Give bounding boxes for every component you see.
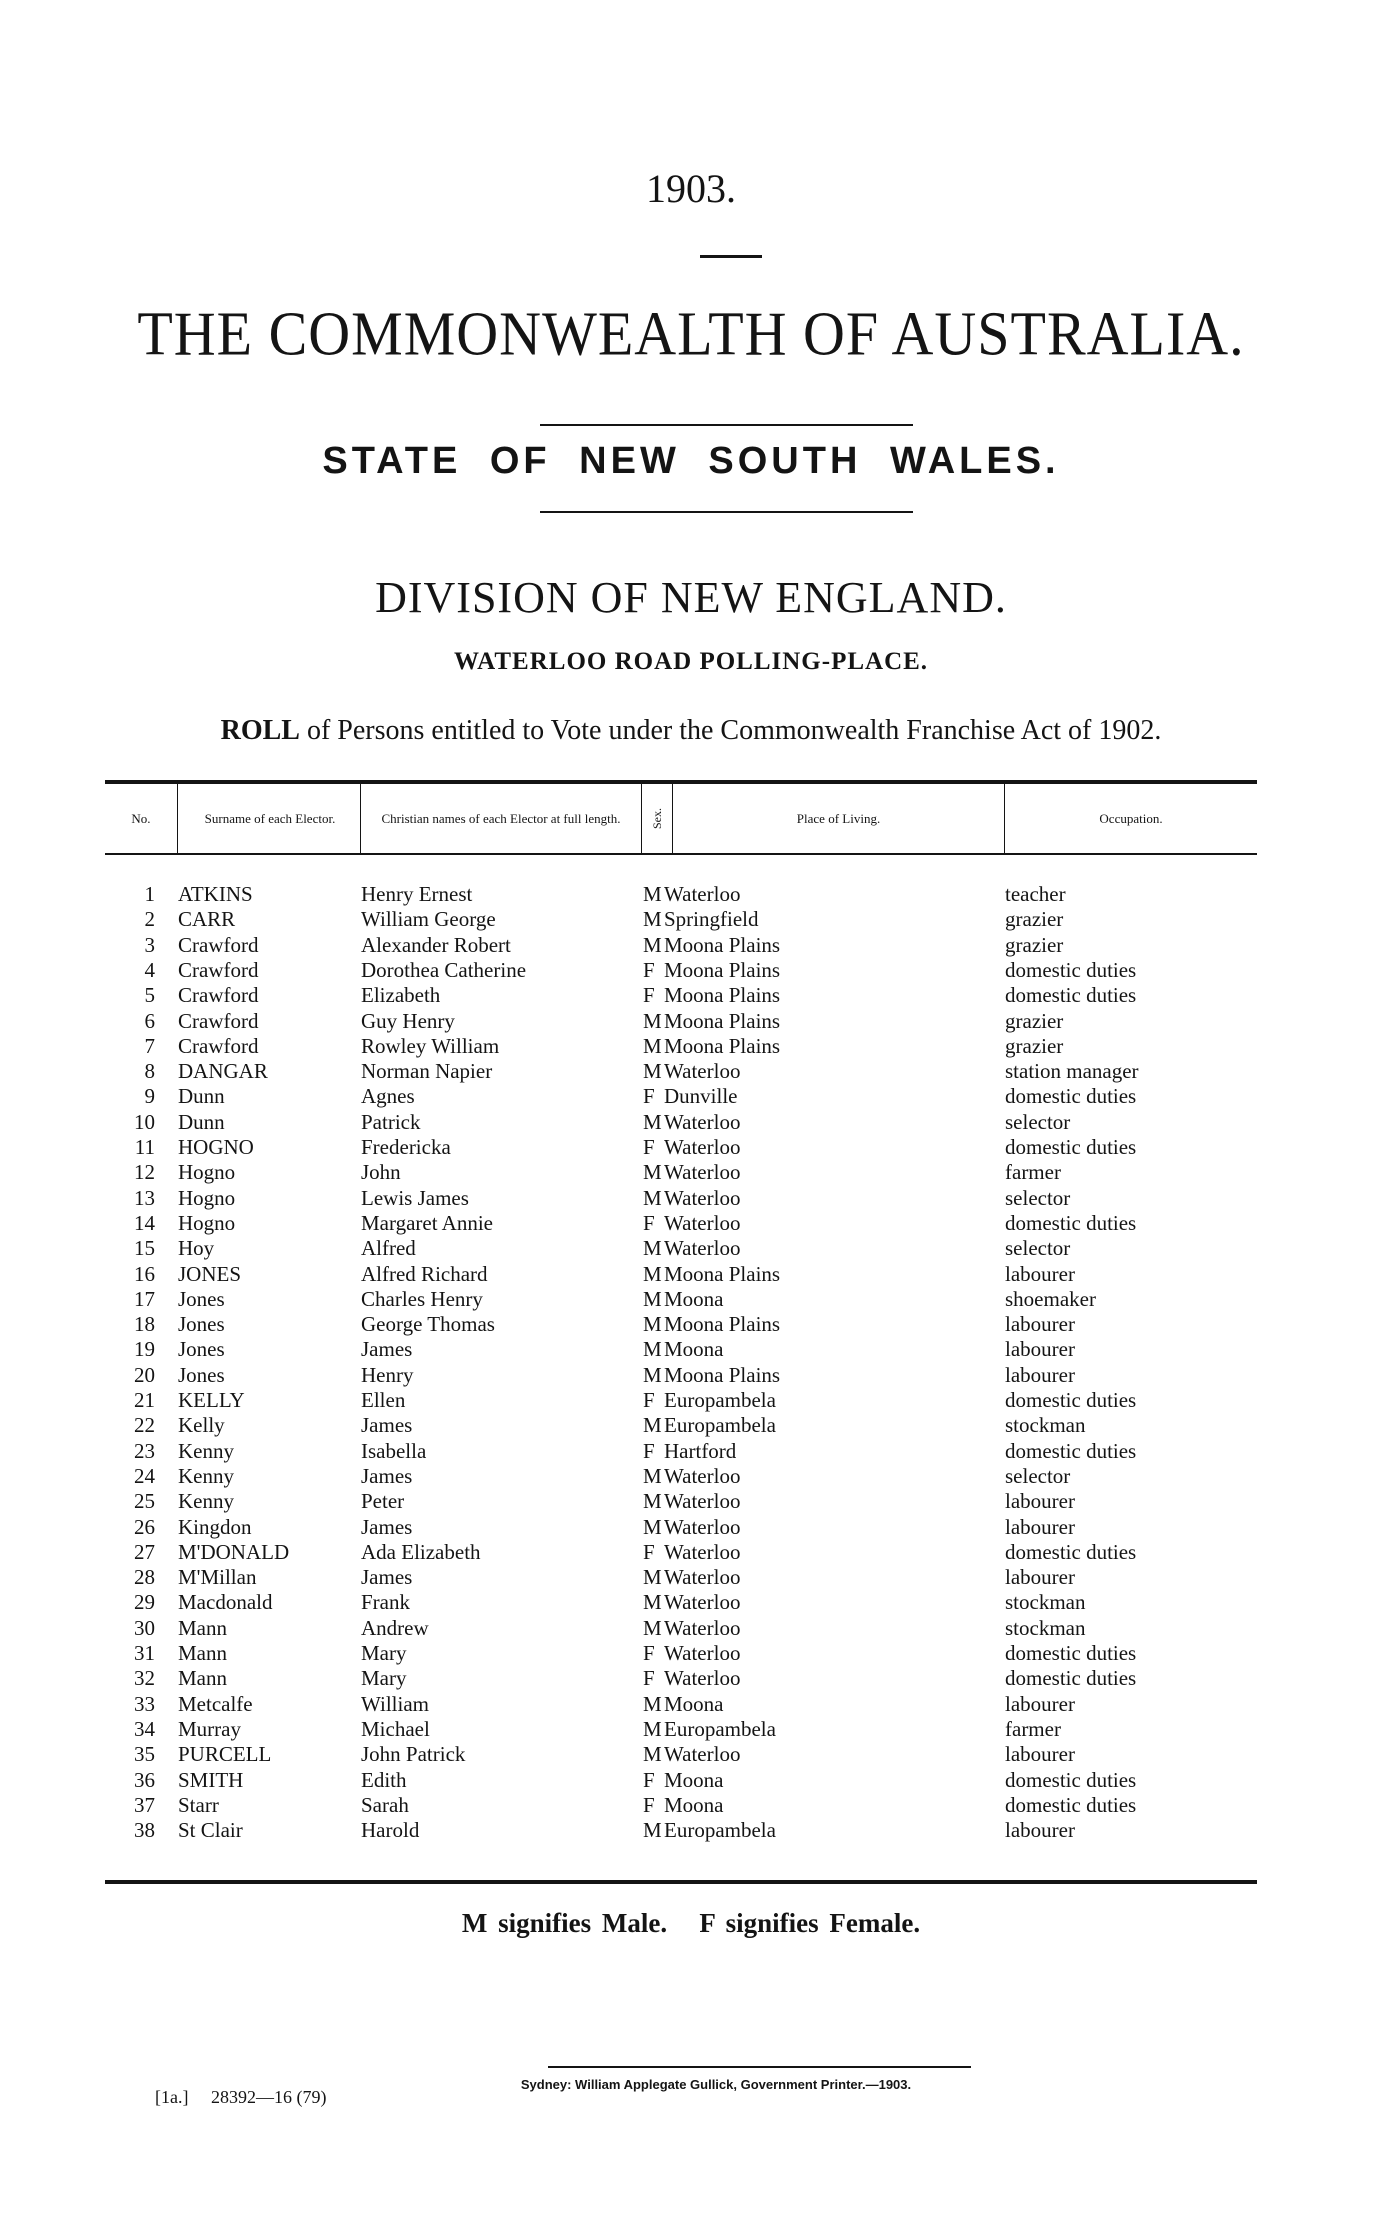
row-surname: Jones	[178, 1286, 225, 1311]
row-sex: M	[643, 1463, 662, 1488]
row-sex: F	[643, 1666, 655, 1691]
row-occupation: labourer	[1005, 1691, 1075, 1716]
table-row	[0, 1616, 1382, 1641]
row-occupation: labourer	[1005, 1261, 1075, 1286]
row-number: 31	[134, 1641, 155, 1665]
row-place: Moona Plains	[664, 932, 781, 957]
row-place: Waterloo	[664, 1539, 741, 1564]
column-divider	[177, 783, 178, 853]
row-surname: Jones	[178, 1337, 225, 1362]
row-sex: M	[643, 1362, 662, 1387]
row-number: 20	[134, 1362, 155, 1387]
row-place: Waterloo	[664, 1059, 741, 1084]
header-christian-names: Christian names of each Elector at full length.	[381, 810, 621, 826]
row-place: Waterloo	[664, 1135, 741, 1159]
row-sex: M	[643, 1716, 662, 1741]
row-number: 23	[134, 1438, 155, 1463]
row-number: 28	[134, 1565, 155, 1590]
row-sex: F	[643, 983, 655, 1008]
row-number: 29	[134, 1590, 155, 1615]
table-row	[0, 1540, 1382, 1565]
row-sex: F	[643, 1388, 655, 1412]
row-place: Moona Plains	[664, 1033, 781, 1058]
table-row	[0, 958, 1382, 983]
row-christian-names: Henry	[361, 1362, 414, 1387]
row-number: 16	[134, 1261, 155, 1286]
row-number: 18	[134, 1312, 155, 1337]
row-surname: Mann	[178, 1666, 227, 1691]
row-number: 22	[134, 1413, 155, 1438]
table-row	[0, 1768, 1382, 1793]
row-christian-names: Patrick	[361, 1109, 421, 1134]
row-surname: Mann	[178, 1641, 227, 1665]
row-christian-names: Alfred Richard	[361, 1261, 488, 1286]
row-number: 32	[134, 1666, 155, 1691]
row-sex: F	[643, 1767, 655, 1792]
row-place: Waterloo	[664, 1666, 741, 1691]
row-sex: M	[643, 1514, 662, 1539]
row-christian-names: Elizabeth	[361, 983, 441, 1008]
row-sex: M	[643, 1413, 662, 1438]
row-sex: F	[643, 1084, 655, 1109]
row-christian-names: John Patrick	[361, 1742, 466, 1767]
table-row	[0, 1818, 1382, 1843]
row-sex: M	[643, 932, 662, 957]
row-sex: M	[643, 1337, 662, 1362]
division-heading: DIVISION OF NEW ENGLAND.	[375, 573, 1007, 622]
row-surname: DANGAR	[178, 1059, 268, 1084]
table-row	[0, 1312, 1382, 1337]
row-surname: ATKINS	[178, 882, 253, 906]
header-sex	[642, 783, 672, 853]
row-christian-names: Charles Henry	[361, 1286, 483, 1311]
column-divider	[360, 783, 361, 853]
row-surname: M'DONALD	[178, 1539, 290, 1564]
row-occupation: domestic duties	[1005, 1135, 1137, 1159]
table-row	[0, 1034, 1382, 1059]
row-surname: Crawford	[178, 983, 259, 1008]
row-christian-names: Ellen	[361, 1388, 406, 1412]
table-row	[0, 1009, 1382, 1034]
header-place: Place of Living.	[796, 810, 881, 826]
row-occupation: domestic duties	[1005, 1388, 1137, 1412]
row-place: Europambela	[664, 1413, 776, 1438]
table-row	[0, 1413, 1382, 1438]
row-sex: M	[643, 1185, 662, 1210]
row-number: 11	[134, 1135, 155, 1159]
row-number: 36	[134, 1767, 155, 1792]
row-occupation: domestic duties	[1005, 1666, 1137, 1691]
header-no: No.	[131, 810, 151, 826]
row-place: Moona Plains	[664, 1261, 781, 1286]
row-number: 5	[144, 983, 155, 1008]
row-number: 1	[144, 882, 155, 906]
row-sex: M	[643, 1691, 662, 1716]
row-sex: M	[643, 1489, 662, 1514]
row-number: 26	[134, 1514, 155, 1539]
row-occupation: grazier	[1005, 1008, 1064, 1033]
row-surname: JONES	[178, 1261, 242, 1286]
table-row	[0, 983, 1382, 1008]
row-surname: Jones	[178, 1362, 225, 1387]
row-place: Moona	[664, 1337, 724, 1362]
row-surname: Crawford	[178, 1008, 259, 1033]
row-place: Waterloo	[664, 1742, 741, 1767]
row-place: Moona Plains	[664, 983, 781, 1008]
table-row	[0, 1084, 1382, 1109]
row-place: Waterloo	[664, 1210, 741, 1235]
table-row	[0, 1439, 1382, 1464]
row-surname: Kelly	[178, 1413, 225, 1438]
row-christian-names: Rowley William	[361, 1033, 500, 1058]
row-number: 12	[134, 1160, 155, 1185]
row-christian-names: Henry Ernest	[361, 882, 473, 906]
row-occupation: labourer	[1005, 1514, 1075, 1539]
row-surname: Crawford	[178, 932, 259, 957]
table-row	[0, 1590, 1382, 1615]
row-surname: Hogno	[178, 1160, 236, 1185]
row-sex: M	[643, 1059, 662, 1084]
row-number: 19	[134, 1337, 155, 1362]
row-place: Moona Plains	[664, 957, 781, 982]
row-sex: M	[643, 1286, 662, 1311]
row-occupation: farmer	[1005, 1716, 1061, 1741]
row-occupation: labourer	[1005, 1818, 1075, 1843]
row-surname: Kenny	[178, 1438, 234, 1463]
row-sex: M	[643, 1590, 662, 1615]
printer-rule	[548, 2066, 971, 2068]
row-place: Springfield	[664, 907, 759, 932]
row-sex: F	[643, 1792, 655, 1817]
row-christian-names: James	[361, 1413, 413, 1438]
row-sex: F	[643, 1210, 655, 1235]
row-christian-names: Michael	[361, 1716, 430, 1741]
row-christian-names: William	[361, 1691, 429, 1716]
row-number: 9	[144, 1084, 155, 1109]
row-sex: M	[643, 1818, 662, 1843]
table-row	[0, 1262, 1382, 1287]
row-occupation: teacher	[1005, 882, 1066, 906]
row-surname: Mann	[178, 1615, 227, 1640]
table-row	[0, 1211, 1382, 1236]
row-surname: M'Millan	[178, 1565, 257, 1590]
row-occupation: grazier	[1005, 1033, 1064, 1058]
row-christian-names: Guy Henry	[361, 1008, 455, 1033]
row-occupation: domestic duties	[1005, 1438, 1137, 1463]
row-number: 15	[134, 1236, 155, 1261]
row-surname: HOGNO	[178, 1135, 254, 1159]
row-place: Dunville	[664, 1084, 738, 1109]
row-occupation: selector	[1005, 1463, 1071, 1488]
table-row	[0, 1666, 1382, 1691]
row-surname: Crawford	[178, 1033, 259, 1058]
row-surname: SMITH	[178, 1767, 244, 1792]
row-occupation: labourer	[1005, 1337, 1075, 1362]
row-surname: Dunn	[178, 1084, 225, 1109]
table-row	[0, 1464, 1382, 1489]
divider-state-top	[540, 424, 913, 426]
row-place: Waterloo	[664, 1565, 741, 1590]
row-christian-names: James	[361, 1463, 413, 1488]
header-occupation: Occupation.	[1099, 810, 1163, 826]
row-sex: M	[643, 882, 662, 906]
row-place: Waterloo	[664, 1641, 741, 1665]
row-occupation: labourer	[1005, 1565, 1075, 1590]
row-place: Moona Plains	[664, 1362, 781, 1387]
row-number: 3	[144, 932, 155, 957]
row-surname: KELLY	[178, 1388, 245, 1412]
row-number: 34	[134, 1716, 155, 1741]
row-place: Waterloo	[664, 1615, 741, 1640]
print-reference: [1a.] 28392—16 (79)	[155, 2087, 327, 2107]
row-surname: Murray	[178, 1716, 241, 1741]
table-row	[0, 1793, 1382, 1818]
table-row	[0, 1565, 1382, 1590]
row-christian-names: James	[361, 1514, 413, 1539]
table-row	[0, 1641, 1382, 1666]
row-number: 37	[134, 1792, 155, 1817]
row-number: 21	[134, 1388, 155, 1412]
row-occupation: labourer	[1005, 1742, 1075, 1767]
row-sex: M	[643, 1109, 662, 1134]
table-row	[0, 1717, 1382, 1742]
row-number: 25	[134, 1489, 155, 1514]
row-place: Europambela	[664, 1388, 776, 1412]
row-occupation: stockman	[1005, 1590, 1086, 1615]
row-place: Europambela	[664, 1716, 776, 1741]
row-christian-names: Isabella	[361, 1438, 427, 1463]
row-sex: M	[643, 1033, 662, 1058]
row-surname: CARR	[178, 907, 236, 932]
row-christian-names: Edith	[361, 1767, 407, 1792]
row-surname: Hogno	[178, 1185, 236, 1210]
row-occupation: domestic duties	[1005, 1792, 1137, 1817]
document-title: THE COMMONWEALTH OF AUSTRALIA.	[137, 298, 1245, 369]
row-surname: Kenny	[178, 1489, 234, 1514]
row-surname: Hogno	[178, 1210, 236, 1235]
polling-place: WATERLOO ROAD POLLING-PLACE.	[453, 648, 929, 675]
row-number: 6	[144, 1008, 155, 1033]
table-row	[0, 1363, 1382, 1388]
table-row	[0, 1186, 1382, 1211]
table-row	[0, 1135, 1382, 1160]
row-number: 27	[134, 1539, 155, 1564]
row-sex: M	[643, 1261, 662, 1286]
row-number: 38	[134, 1818, 155, 1843]
row-christian-names: Fredericka	[361, 1135, 451, 1159]
table-row	[0, 1236, 1382, 1261]
row-christian-names: Ada Elizabeth	[361, 1539, 481, 1564]
row-christian-names: Alexander Robert	[361, 932, 511, 957]
row-number: 35	[134, 1742, 155, 1767]
row-occupation: labourer	[1005, 1362, 1075, 1387]
row-christian-names: Peter	[361, 1489, 405, 1514]
row-surname: Starr	[178, 1792, 219, 1817]
row-christian-names: Agnes	[361, 1084, 415, 1109]
header-sex-label: Sex.	[649, 807, 664, 829]
row-christian-names: Andrew	[361, 1615, 429, 1640]
table-row	[0, 1160, 1382, 1185]
row-christian-names: Norman Napier	[361, 1059, 493, 1084]
row-number: 17	[134, 1286, 155, 1311]
row-place: Moona	[664, 1792, 724, 1817]
row-sex: M	[643, 1742, 662, 1767]
row-surname: Kenny	[178, 1463, 234, 1488]
row-sex: M	[643, 1615, 662, 1640]
state-heading: STATE OF NEW SOUTH WALES.	[322, 440, 1060, 482]
row-occupation: domestic duties	[1005, 983, 1137, 1008]
table-row	[0, 1489, 1382, 1514]
row-surname: Jones	[178, 1312, 225, 1337]
row-sex: M	[643, 1565, 662, 1590]
row-christian-names: Alfred	[361, 1236, 416, 1261]
table-row	[0, 1059, 1382, 1084]
row-occupation: domestic duties	[1005, 1641, 1137, 1665]
sex-legend: M signifies Male. F signifies Female.	[461, 1908, 921, 1938]
row-number: 30	[134, 1615, 155, 1640]
table-row	[0, 1742, 1382, 1767]
row-number: 14	[134, 1210, 155, 1235]
row-place: Waterloo	[664, 1236, 741, 1261]
row-christian-names: Margaret Annie	[361, 1210, 493, 1235]
row-surname: St Clair	[178, 1818, 243, 1843]
divider-state-bottom	[540, 511, 913, 513]
row-occupation: selector	[1005, 1109, 1071, 1134]
row-occupation: selector	[1005, 1236, 1071, 1261]
row-occupation: domestic duties	[1005, 957, 1137, 982]
row-place: Moona	[664, 1767, 724, 1792]
row-christian-names: Dorothea Catherine	[361, 957, 527, 982]
row-christian-names: Mary	[361, 1666, 407, 1691]
table-row	[0, 1337, 1382, 1362]
row-surname: Hoy	[178, 1236, 215, 1261]
row-place: Waterloo	[664, 1590, 741, 1615]
row-occupation: stockman	[1005, 1615, 1086, 1640]
row-sex: M	[643, 1160, 662, 1185]
table-row	[0, 1287, 1382, 1312]
year: 1903.	[646, 166, 736, 211]
divider-short	[700, 255, 762, 258]
roll-description	[0, 715, 1382, 747]
row-place: Moona	[664, 1691, 724, 1716]
row-surname: Kingdon	[178, 1514, 252, 1539]
row-sex: F	[643, 1539, 655, 1564]
row-sex: M	[643, 1008, 662, 1033]
row-number: 24	[134, 1463, 155, 1488]
row-place: Waterloo	[664, 1109, 741, 1134]
row-place: Moona Plains	[664, 1008, 781, 1033]
row-place: Waterloo	[664, 1489, 741, 1514]
row-surname: Crawford	[178, 957, 259, 982]
row-surname: Dunn	[178, 1109, 225, 1134]
row-occupation: domestic duties	[1005, 1210, 1137, 1235]
row-sex: F	[643, 957, 655, 982]
row-occupation: labourer	[1005, 1489, 1075, 1514]
row-place: Waterloo	[664, 882, 741, 906]
row-surname: PURCELL	[178, 1742, 272, 1767]
row-number: 4	[144, 957, 155, 982]
row-surname: Macdonald	[178, 1590, 273, 1615]
row-place: Hartford	[664, 1438, 737, 1463]
row-christian-names: James	[361, 1337, 413, 1362]
row-number: 7	[144, 1033, 155, 1058]
row-occupation: grazier	[1005, 932, 1064, 957]
row-christian-names: Mary	[361, 1641, 407, 1665]
table-row	[0, 882, 1382, 907]
table-row	[0, 1388, 1382, 1413]
table-row	[0, 933, 1382, 958]
printer-imprint: Sydney: William Applegate Gullick, Government Printer.—1903.	[520, 2077, 912, 2092]
table-row	[0, 1515, 1382, 1540]
row-occupation: station manager	[1005, 1059, 1139, 1084]
row-christian-names: Sarah	[361, 1792, 409, 1817]
row-place: Waterloo	[664, 1514, 741, 1539]
row-place: Moona	[664, 1286, 724, 1311]
row-christian-names: George Thomas	[361, 1312, 495, 1337]
row-sex: F	[643, 1135, 655, 1159]
row-occupation: labourer	[1005, 1312, 1075, 1337]
row-occupation: domestic duties	[1005, 1767, 1137, 1792]
table-row	[0, 1692, 1382, 1717]
row-occupation: farmer	[1005, 1160, 1061, 1185]
row-number: 33	[134, 1691, 155, 1716]
row-place: Waterloo	[664, 1185, 741, 1210]
row-number: 2	[144, 907, 155, 932]
header-surname: Surname of each Elector.	[204, 810, 336, 826]
row-place: Waterloo	[664, 1160, 741, 1185]
row-number: 10	[134, 1109, 155, 1134]
row-christian-names: Lewis James	[361, 1185, 469, 1210]
row-occupation: grazier	[1005, 907, 1064, 932]
row-number: 13	[134, 1185, 155, 1210]
row-christian-names: William George	[361, 907, 496, 932]
row-place: Europambela	[664, 1818, 776, 1843]
row-surname: Metcalfe	[178, 1691, 253, 1716]
row-sex: M	[643, 907, 662, 932]
row-christian-names: Harold	[361, 1818, 420, 1843]
row-christian-names: John	[361, 1160, 401, 1185]
row-sex: F	[643, 1641, 655, 1665]
table-row	[0, 907, 1382, 932]
row-christian-names: James	[361, 1565, 413, 1590]
table-row	[0, 1110, 1382, 1135]
row-place: Waterloo	[664, 1463, 741, 1488]
row-occupation: stockman	[1005, 1413, 1086, 1438]
roll-word: ROLL	[220, 715, 300, 746]
row-sex: M	[643, 1312, 662, 1337]
row-sex: F	[643, 1438, 655, 1463]
row-occupation: domestic duties	[1005, 1084, 1137, 1109]
row-christian-names: Frank	[361, 1590, 410, 1615]
row-place: Moona Plains	[664, 1312, 781, 1337]
row-number: 8	[144, 1059, 155, 1084]
row-sex: M	[643, 1236, 662, 1261]
row-occupation: shoemaker	[1005, 1286, 1096, 1311]
table-header-rule	[105, 853, 1257, 855]
table-bottom-rule	[105, 1880, 1257, 1884]
row-occupation: domestic duties	[1005, 1539, 1137, 1564]
roll-text: of Persons entitled to Vote under the Commonwealth Franchise Act of 1902.	[306, 715, 1162, 746]
row-occupation: selector	[1005, 1185, 1071, 1210]
